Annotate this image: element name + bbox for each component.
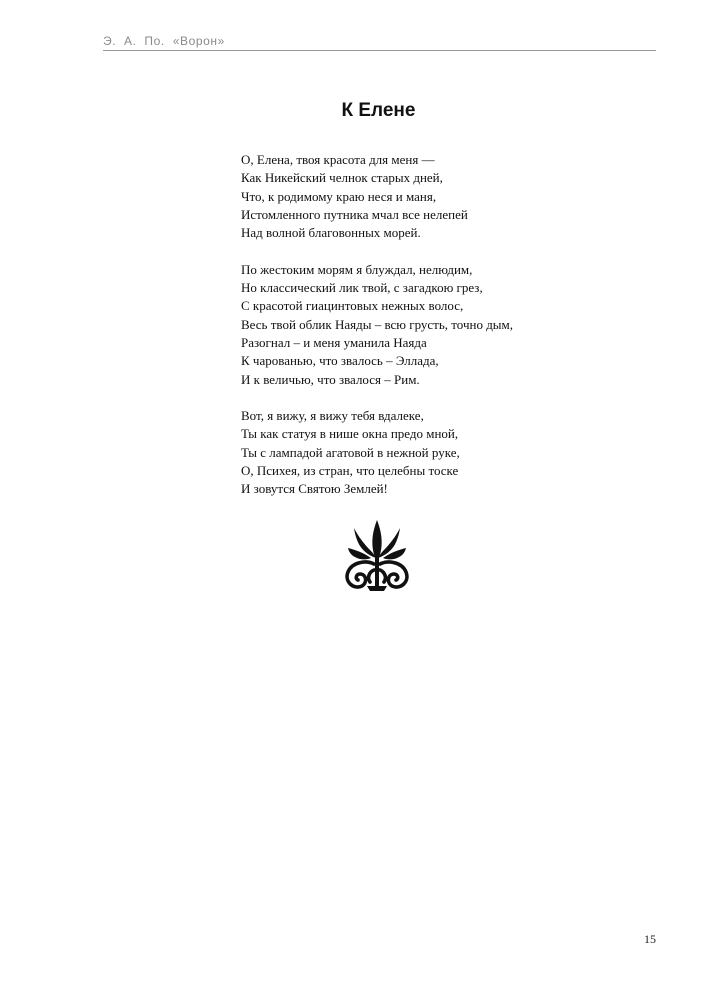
poem-line: К чарованью, что звалось – Эллада, <box>241 353 439 369</box>
floral-ornament-icon <box>340 518 414 592</box>
poem-line: И к величью, что звалося – Рим. <box>241 371 420 387</box>
stanza-3 <box>241 407 513 498</box>
poem-line: Весь твой облик Наяды – всю грусть, точно дым, <box>241 316 514 332</box>
poem-body <box>241 151 513 517</box>
poem-line: Что, к родимому краю неся и маня, <box>241 188 437 204</box>
poem-line: Истомленного путника мчал все нелепей <box>241 206 468 222</box>
poem-line: И зовутся Святою Землей! <box>241 481 388 497</box>
poem-line: Как Никейский челнок старых дней, <box>241 170 443 186</box>
poem-line: Разогнал – и меня уманила Наяда <box>241 334 427 350</box>
poem-line: О, Психея, из стран, что целебны тоске <box>241 463 459 479</box>
poem-line: С красотой гиацинтовых нежных волос, <box>241 298 464 314</box>
poem-line: Над волной благовонных морей. <box>241 225 421 241</box>
poem-line: О, Елена, твоя красота для меня — <box>241 152 435 167</box>
poem-line: Вот, я вижу, я вижу тебя вдалеке, <box>241 408 424 424</box>
stanza-2 <box>241 261 513 389</box>
running-head: Э. А. По. «Ворон» <box>103 34 225 48</box>
poem-title: К Елене <box>341 100 416 121</box>
stanza-1 <box>241 151 513 242</box>
poem-line: Но классический лик твой, с загадкою грез, <box>241 280 483 296</box>
header-rule <box>103 50 656 51</box>
poem-line: Ты как статуя в нише окна предо мной, <box>241 426 459 442</box>
poem-line: Ты с лампадой агатовой в нежной руке, <box>241 444 460 460</box>
poem-line: По жестоким морям я блуждал, нелюдим, <box>241 261 473 277</box>
page-number: 15 <box>644 932 656 946</box>
